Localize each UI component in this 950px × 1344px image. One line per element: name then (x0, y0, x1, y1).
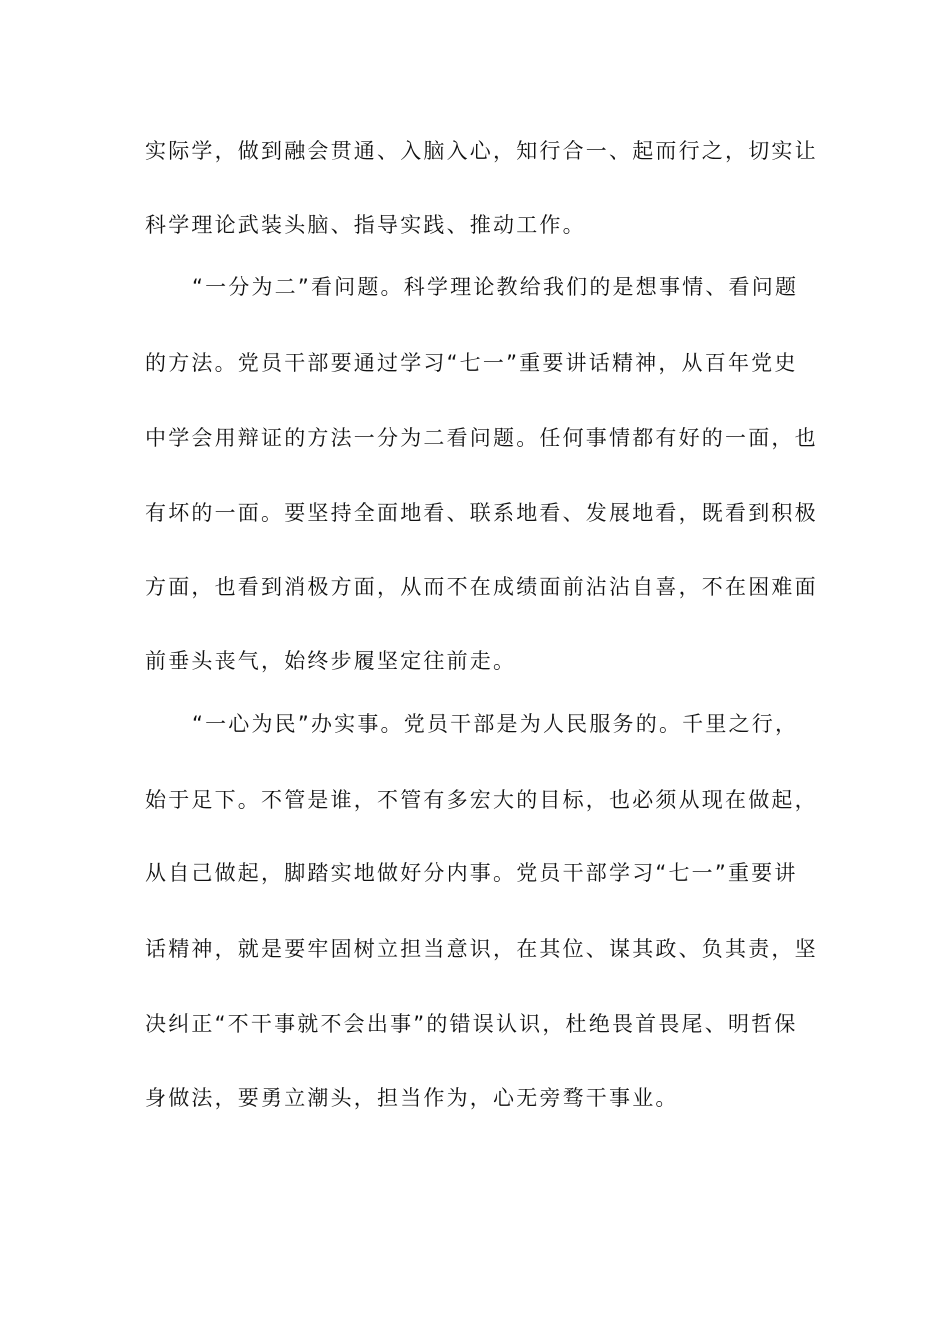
paragraph-1-line-2: 科学理论武装头脑、指导实践、推动工作。 (145, 213, 586, 237)
paragraph-1-line-1: 实际学，做到融会贯通、入脑入心，知行合一、起而行之，切实让 (145, 139, 818, 163)
paragraph-3-line-1: “一心为民”办实事。党员干部是为人民服务的。千里之行， (192, 712, 799, 736)
paragraph-2-line-5: 方面，也看到消极方面，从而不在成绩面前沾沾自喜，不在困难面 (145, 575, 818, 599)
paragraph-3-line-5: 决纠正“不干事就不会出事”的错误认识，杜绝畏首畏尾、明哲保 (145, 1012, 798, 1036)
paragraph-3-line-2: 始于足下。不管是谁，不管有多宏大的目标，也必须从现在做起， (145, 788, 818, 812)
paragraph-3-line-4: 话精神，就是要牢固树立担当意识，在其位、谋其政、负其责，坚 (145, 937, 818, 961)
paragraph-2-line-2: 的方法。党员干部要通过学习“七一”重要讲话精神，从百年党史 (145, 351, 798, 375)
paragraph-2-line-6: 前垂头丧气，始终步履坚定往前走。 (145, 649, 517, 673)
paragraph-2-line-1: “一分为二”看问题。科学理论教给我们的是想事情、看问题 (192, 275, 799, 299)
paragraph-3-line-3: 从自己做起，脚踏实地做好分内事。党员干部学习“七一”重要讲 (145, 861, 798, 885)
paragraph-2-line-4: 有坏的一面。要坚持全面地看、联系地看、发展地看，既看到积极 (145, 501, 818, 525)
paragraph-3-line-6: 身做法，要勇立潮头，担当作为，心无旁骛干事业。 (145, 1086, 679, 1110)
paragraph-2-line-3: 中学会用辩证的方法一分为二看问题。任何事情都有好的一面，也 (145, 426, 818, 450)
